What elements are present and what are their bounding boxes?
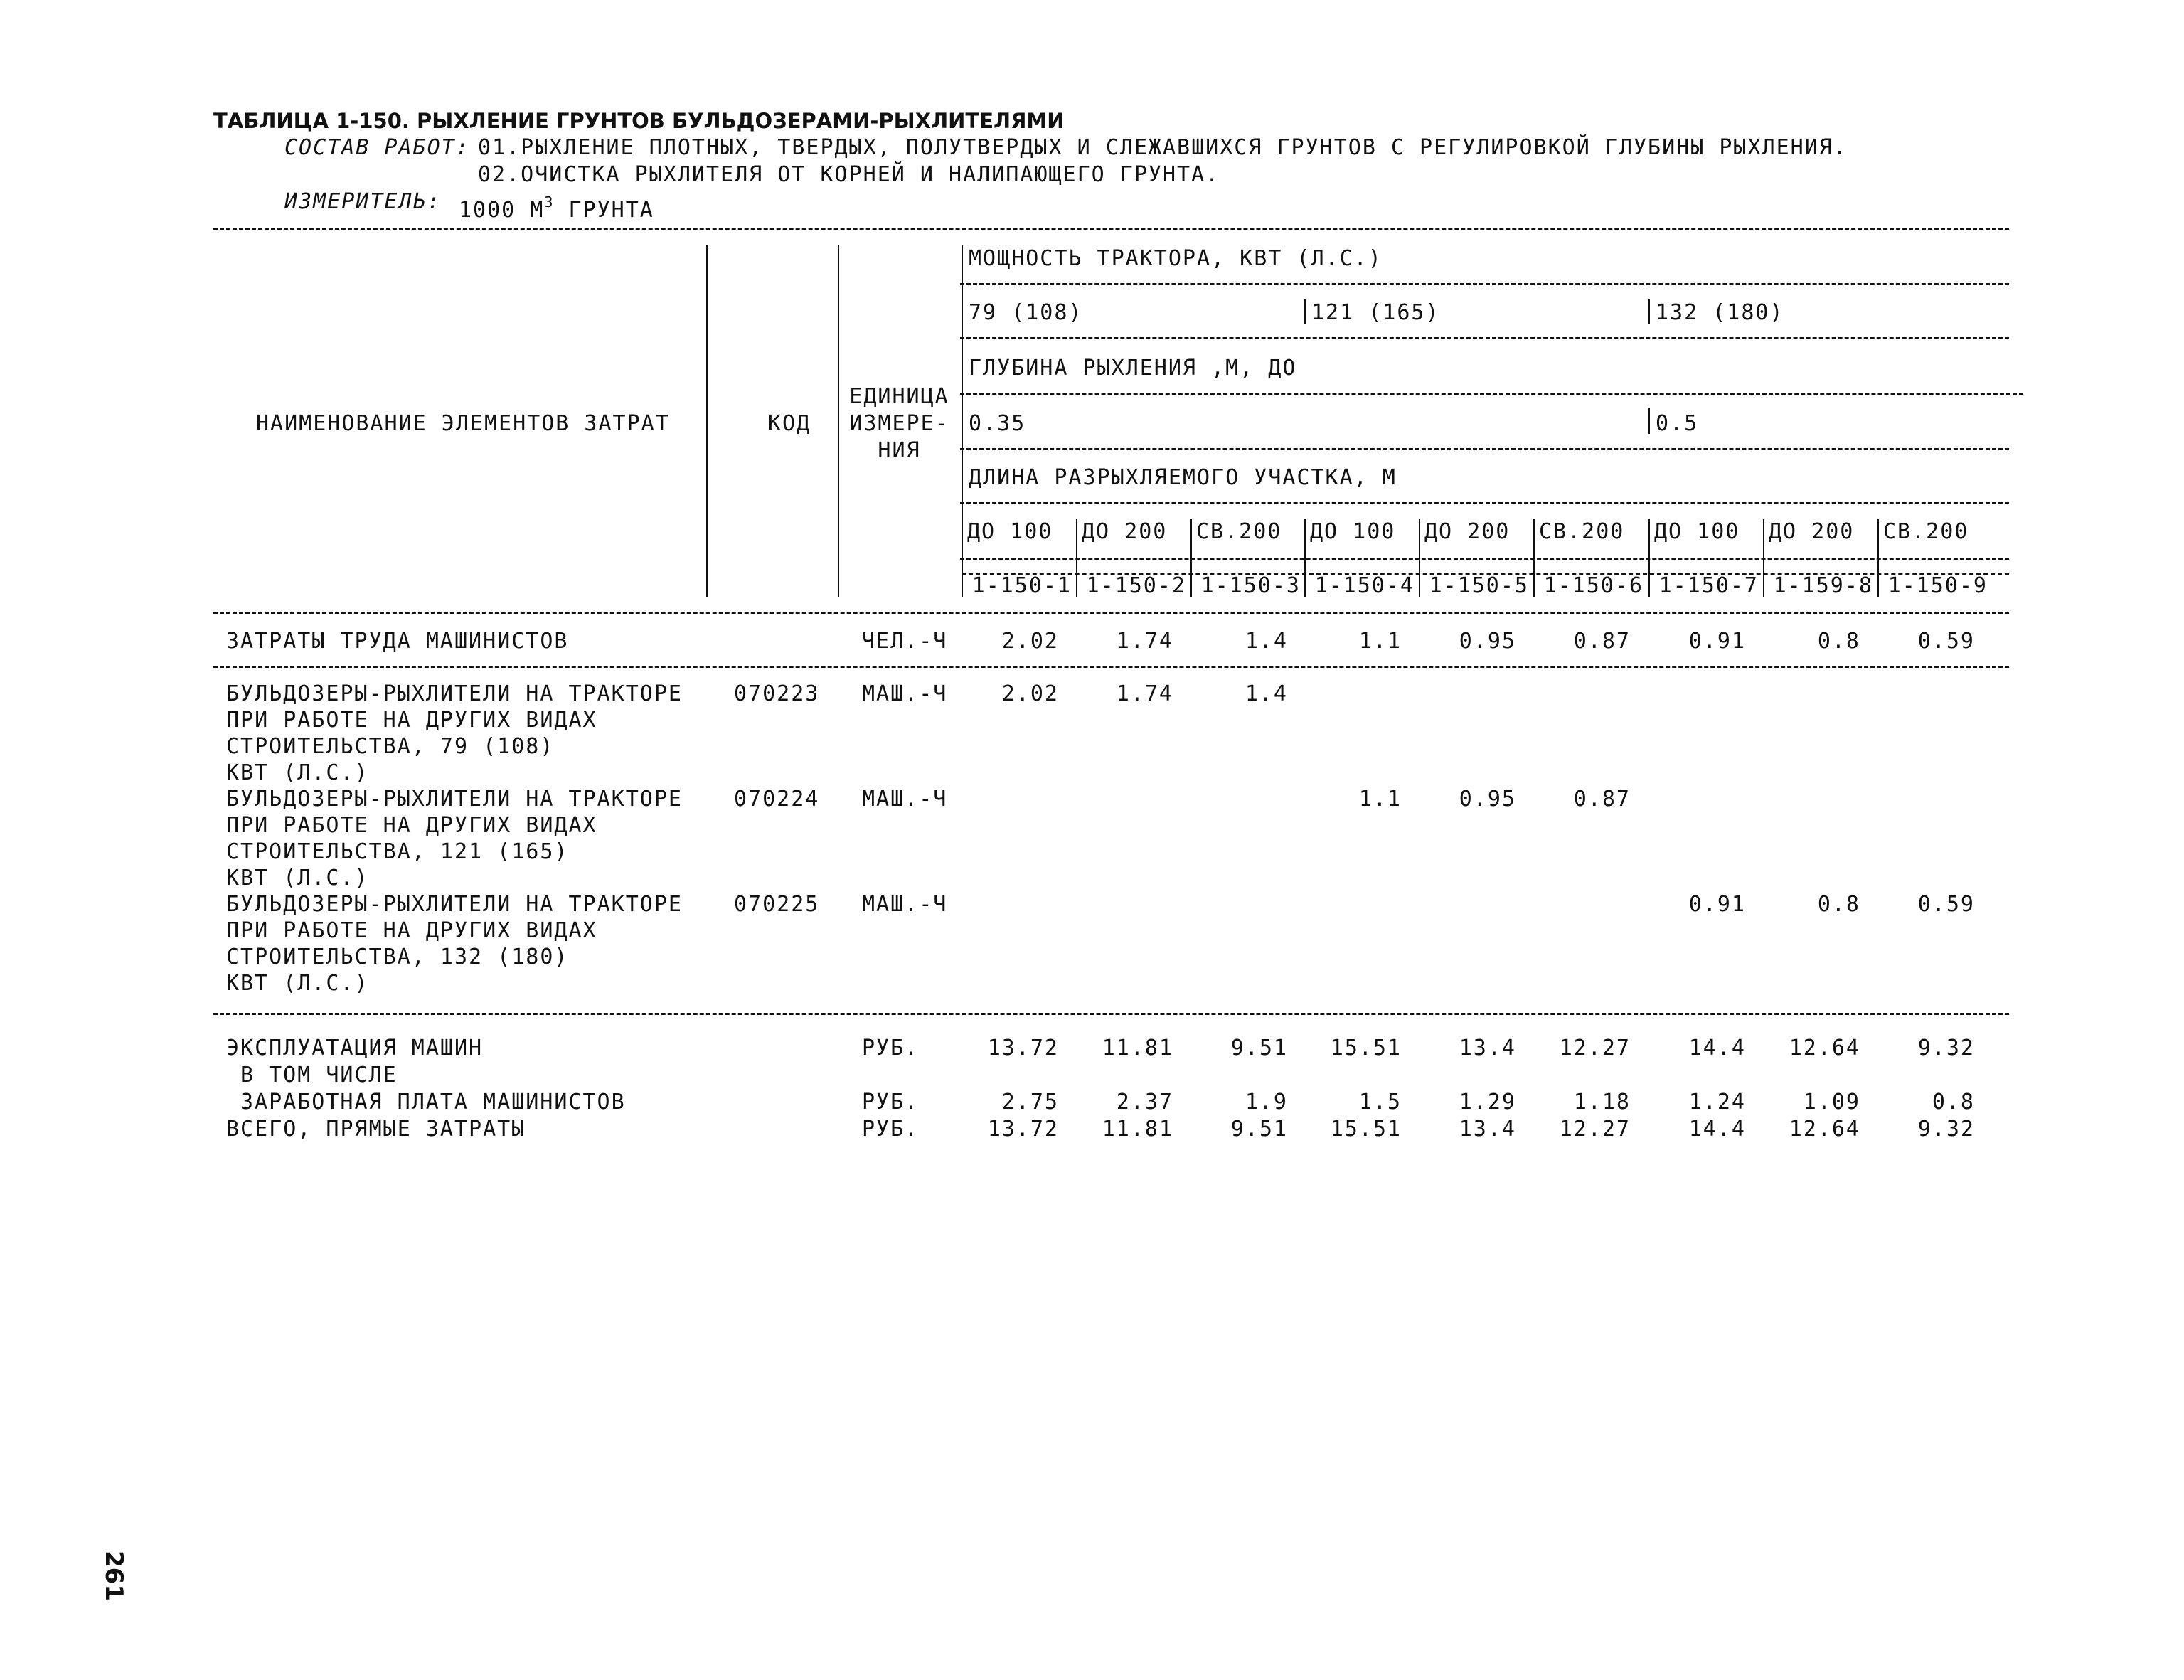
header-code-col: КОД — [767, 411, 811, 436]
meter-unit: ГРУНТА — [568, 198, 654, 223]
header-power: МОЩНОСТЬ ТРАКТОРА, КВТ (Л.С.) — [969, 246, 1383, 271]
header-unit-line-1: ЕДИНИЦА — [849, 384, 949, 409]
vline-power-3 — [1648, 299, 1650, 324]
operation-value-2: 11.81 — [1102, 1036, 1173, 1060]
machine-3-value-8: 0.8 — [1817, 892, 1860, 917]
total-unit: РУБ. — [862, 1117, 920, 1142]
meter-superscript: 3 — [544, 193, 555, 211]
labor-value-8: 0.8 — [1817, 629, 1860, 654]
total-value-3: 9.51 — [1230, 1117, 1288, 1142]
meter-label: ИЗМЕРИТЕЛЬ: — [284, 189, 442, 214]
wages-value-6: 1.18 — [1573, 1090, 1631, 1115]
operation-name: ЭКСПЛУАТАЦИЯ МАШИН — [226, 1036, 484, 1060]
length-col-6: СВ.200 — [1539, 519, 1625, 544]
wages-value-9: 0.8 — [1932, 1090, 1975, 1115]
operation-value-5: 13.4 — [1459, 1036, 1516, 1060]
rule-h4 — [960, 448, 2009, 450]
vline-power-2 — [1304, 299, 1306, 324]
length-col-8: ДО 200 — [1769, 519, 1855, 544]
wages-value-7: 1.24 — [1688, 1090, 1746, 1115]
work-label: СОСТАВ РАБОТ: — [284, 135, 470, 160]
total-value-6: 12.27 — [1559, 1117, 1631, 1142]
operation-value-6: 12.27 — [1559, 1036, 1631, 1060]
machine-3-name-line: ПРИ РАБОТЕ НА ДРУГИХ ВИДАХ — [226, 918, 597, 943]
labor-value-9: 0.59 — [1917, 629, 1975, 654]
machine-2-name-line: КВТ (Л.С.) — [226, 866, 369, 890]
machine-1-value-1: 2.02 — [1001, 681, 1059, 706]
labor-value-6: 0.87 — [1573, 629, 1631, 654]
operation-value-9: 9.32 — [1917, 1036, 1975, 1060]
wages-value-2: 2.37 — [1116, 1090, 1173, 1115]
rule-top — [213, 228, 2009, 230]
length-col-1: ДО 100 — [967, 519, 1053, 544]
power-group-1: 79 (108) — [969, 300, 1083, 325]
rule-h5 — [960, 502, 2009, 504]
length-col-9: СВ.200 — [1883, 519, 1969, 544]
length-col-2: ДО 200 — [1082, 519, 1168, 544]
machine-1-unit: МАШ.-Ч — [862, 681, 948, 706]
machine-3-value-7: 0.91 — [1688, 892, 1746, 917]
code-col-6: 1-150-6 — [1543, 573, 1644, 598]
operation-value-8: 12.64 — [1789, 1036, 1860, 1060]
header-name-col: НАИМЕНОВАНИЕ ЭЛЕМЕНТОВ ЗАТРАТ — [256, 411, 670, 436]
operation-value-3: 9.51 — [1230, 1036, 1288, 1060]
machine-2-name-line: БУЛЬДОЗЕРЫ-РЫХЛИТЕЛИ НА ТРАКТОРЕ — [226, 787, 683, 812]
rule-header-bottom — [213, 612, 2009, 614]
labor-value-2: 1.74 — [1116, 629, 1173, 654]
vline-depth-2 — [1648, 408, 1650, 434]
labor-value-1: 2.02 — [1001, 629, 1059, 654]
header-depth: ГЛУБИНА РЫХЛЕНИЯ ,М, ДО — [969, 356, 1297, 381]
wages-unit: РУБ. — [862, 1090, 920, 1115]
rule-after-machines — [213, 1013, 2009, 1015]
labor-value-3: 1.4 — [1245, 629, 1288, 654]
total-value-9: 9.32 — [1917, 1117, 1975, 1142]
machine-3-name-line: БУЛЬДОЗЕРЫ-РЫХЛИТЕЛИ НА ТРАКТОРЕ — [226, 892, 683, 917]
wages-value-4: 1.5 — [1358, 1090, 1402, 1115]
total-value-5: 13.4 — [1459, 1117, 1516, 1142]
machine-3-unit: МАШ.-Ч — [862, 892, 948, 917]
header-unit-line-2: ИЗМЕРЕ- — [849, 411, 949, 436]
machine-1-name-line: КВТ (Л.С.) — [226, 760, 369, 785]
machine-2-name-line: ПРИ РАБОТЕ НА ДРУГИХ ВИДАХ — [226, 813, 597, 838]
rule-h3 — [960, 393, 2023, 395]
length-col-7: ДО 100 — [1654, 519, 1740, 544]
operation-value-7: 14.4 — [1688, 1036, 1746, 1060]
labor-value-5: 0.95 — [1459, 629, 1516, 654]
vline-code-left — [706, 245, 708, 597]
total-value-2: 11.81 — [1102, 1117, 1173, 1142]
vline-values-left — [962, 245, 963, 597]
machine-1-name-line: БУЛЬДОЗЕРЫ-РЫХЛИТЕЛИ НА ТРАКТОРЕ — [226, 681, 683, 706]
power-group-2: 121 (165) — [1311, 300, 1440, 325]
wages-value-8: 1.09 — [1803, 1090, 1860, 1115]
wages-value-5: 1.29 — [1459, 1090, 1516, 1115]
machine-2-name-line: СТРОИТЕЛЬСТВА, 121 (165) — [226, 839, 569, 864]
machine-3-value-9: 0.59 — [1917, 892, 1975, 917]
code-col-3: 1-150-3 — [1200, 573, 1301, 598]
operation-value-4: 15.51 — [1330, 1036, 1402, 1060]
wages-value-1: 2.75 — [1001, 1090, 1059, 1115]
operation-unit: РУБ. — [862, 1036, 920, 1060]
code-col-8: 1-159-8 — [1773, 573, 1873, 598]
code-col-7: 1-150-7 — [1658, 573, 1759, 598]
machine-3-name-line: КВТ (Л.С.) — [226, 971, 369, 996]
rule-h6 — [960, 558, 2009, 560]
labor-unit: ЧЕЛ.-Ч — [862, 629, 948, 654]
length-col-3: СВ.200 — [1196, 519, 1282, 544]
code-col-9: 1-150-9 — [1887, 573, 1988, 598]
machine-3-code: 070225 — [734, 892, 820, 917]
work-line-2: 02.ОЧИСТКА РЫХЛИТЕЛЯ ОТ КОРНЕЙ И НАЛИПАЮЩЕГО ГРУНТА. — [478, 162, 1220, 187]
depth-group-1: 0.35 — [969, 411, 1026, 436]
header-length: ДЛИНА РАЗРЫХЛЯЕМОГО УЧАСТКА, М — [969, 465, 1397, 490]
work-line-1: 01.РЫХЛЕНИЕ ПЛОТНЫХ, ТВЕРДЫХ, ПОЛУТВЕРДЫХ И СЛЕЖАВШИХСЯ ГРУНТОВ С РЕГУЛИРОВКОЙ ГЛУБИНЫ РЫХЛЕНИЯ. — [478, 135, 1848, 160]
including-label: В ТОМ ЧИСЛЕ — [240, 1063, 398, 1088]
labor-value-7: 0.91 — [1688, 629, 1746, 654]
machine-2-value-4: 1.1 — [1358, 787, 1402, 812]
total-value-4: 15.51 — [1330, 1117, 1402, 1142]
labor-value-4: 1.1 — [1358, 629, 1402, 654]
machine-2-value-5: 0.95 — [1459, 787, 1516, 812]
header-unit-line-3: НИЯ — [878, 438, 921, 463]
labor-name: ЗАТРАТЫ ТРУДА МАШИНИСТОВ — [226, 629, 569, 654]
rule-h1 — [960, 283, 2009, 285]
length-col-4: ДО 100 — [1310, 519, 1396, 544]
total-name: ВСЕГО, ПРЯМЫЕ ЗАТРАТЫ — [226, 1117, 526, 1142]
operation-value-1: 13.72 — [987, 1036, 1059, 1060]
total-value-7: 14.4 — [1688, 1117, 1746, 1142]
total-value-1: 13.72 — [987, 1117, 1059, 1142]
wages-name: ЗАРАБОТНАЯ ПЛАТА МАШИНИСТОВ — [240, 1090, 626, 1115]
machine-1-code: 070223 — [734, 681, 820, 706]
wages-value-3: 1.9 — [1245, 1090, 1288, 1115]
machine-2-code: 070224 — [734, 787, 820, 812]
code-col-1: 1-150-1 — [971, 573, 1072, 598]
rule-h2 — [960, 337, 2009, 339]
machine-1-value-2: 1.74 — [1116, 681, 1173, 706]
machine-3-name-line: СТРОИТЕЛЬСТВА, 132 (180) — [226, 945, 569, 969]
rule-after-labor — [213, 666, 2009, 668]
code-col-4: 1-150-4 — [1314, 573, 1415, 598]
machine-1-value-3: 1.4 — [1245, 681, 1288, 706]
table-title: ТАБЛИЦА 1-150. РЫХЛЕНИЕ ГРУНТОВ БУЛЬДОЗЕРАМИ-РЫХЛИТЕЛЯМИ — [213, 109, 1065, 133]
page-number: 261 — [100, 1551, 128, 1601]
machine-1-name-line: СТРОИТЕЛЬСТВА, 79 (108) — [226, 734, 555, 759]
vline-unit-left — [838, 245, 839, 597]
code-col-2: 1-150-2 — [1086, 573, 1186, 598]
meter-value: 1000 $М^3$ ГРУНТА — [459, 193, 654, 223]
length-col-5: ДО 200 — [1424, 519, 1511, 544]
total-value-8: 12.64 — [1789, 1117, 1860, 1142]
depth-group-2: 0.5 — [1656, 411, 1699, 436]
power-group-3: 132 (180) — [1656, 300, 1784, 325]
code-col-5: 1-150-5 — [1429, 573, 1529, 598]
machine-2-unit: МАШ.-Ч — [862, 787, 948, 812]
machine-1-name-line: ПРИ РАБОТЕ НА ДРУГИХ ВИДАХ — [226, 708, 597, 733]
machine-2-value-6: 0.87 — [1573, 787, 1631, 812]
